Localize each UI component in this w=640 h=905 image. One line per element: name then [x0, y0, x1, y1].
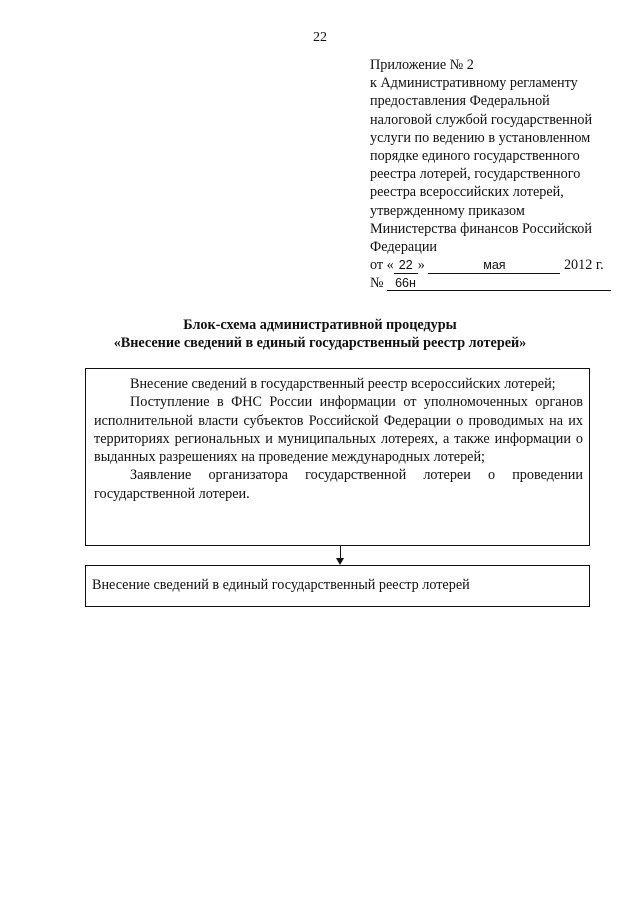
flowchart-result-box: Внесение сведений в единый государственный реестр лотерей: [85, 565, 590, 607]
order-year: 2012 г.: [563, 257, 604, 274]
order-day: 22: [394, 258, 418, 274]
flowchart-input-box: [85, 368, 590, 546]
date-prefix: от «: [370, 257, 394, 274]
order-number-line: [370, 274, 615, 292]
appendix-line: реестра лотерей, государственного: [370, 166, 581, 183]
page-number: 22: [313, 30, 327, 45]
order-date-line: [370, 256, 615, 274]
flowchart-title: Блок-схема административной процедуры: [183, 317, 457, 333]
appendix-line: налоговой службой государственной: [370, 111, 593, 128]
appendix-line: услуги по ведению в установленном: [370, 129, 591, 146]
order-month: мая: [428, 258, 560, 274]
number-prefix: №: [370, 275, 384, 292]
appendix-line: Министерства финансов Российской: [370, 220, 592, 237]
appendix-line: утвержденному приказом: [370, 202, 525, 219]
box-paragraph: Поступление в ФНС России информации от уполномоченных органов исполнительной власти субъектов Российской Федерации о проводимых на их территориях региональных и муниципальных лотереях, а также информации о выданных разрешениях на проведение международных лотерей;: [94, 394, 583, 466]
appendix-line: предоставления Федеральной: [370, 93, 550, 110]
appendix-title: Приложение № 2: [370, 57, 474, 73]
appendix-line: Федерации: [370, 239, 438, 256]
order-number: 66н: [387, 276, 611, 291]
box-paragraph: Заявление организатора государственной лотереи о проведении государственной лотереи.: [94, 467, 583, 502]
box-paragraph: Внесение сведений в государственный реестр всероссийских лотерей;: [130, 376, 556, 392]
appendix-line: к Административному регламенту: [370, 75, 578, 92]
procedure-title: «Внесение сведений в единый государственный реестр лотерей»: [113, 335, 527, 351]
appendix-header: [370, 56, 615, 293]
arrow-down-icon: [336, 558, 344, 565]
date-mid: »: [417, 257, 425, 274]
appendix-line: порядке единого государственного: [370, 148, 580, 165]
appendix-line: реестра всероссийских лотерей,: [370, 184, 564, 201]
